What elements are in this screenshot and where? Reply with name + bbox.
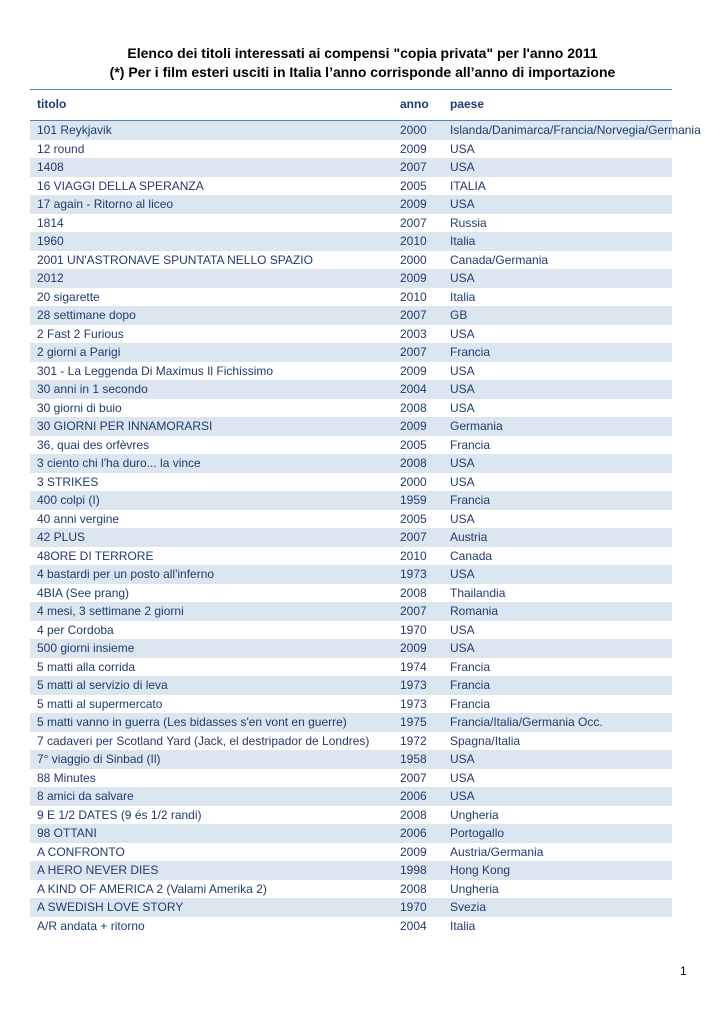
cell-titolo: 101 Reykjavik [37,123,112,137]
table-row [30,769,672,788]
cell-titolo: 98 OTTANI [37,826,97,840]
table-row [30,713,672,732]
cell-paese: USA [450,770,475,785]
table-row [30,584,672,603]
table-row [30,177,672,196]
table-row [30,843,672,862]
cell-anno: 1974 [400,659,427,674]
cell-anno: 1970 [400,622,427,637]
column-header-anno: anno [400,97,429,111]
column-header-titolo: titolo [37,97,67,111]
cell-anno: 1973 [400,696,427,711]
cell-paese: Francia [450,493,491,507]
cell-anno: 2010 [400,234,427,248]
cell-paese: Austria/Germania [450,844,544,859]
cell-titolo: 20 sigarette [37,289,100,304]
table-row [30,676,672,695]
cell-anno: 2007 [400,160,427,174]
table-body [30,121,701,935]
cell-titolo: 40 anni vergine [37,511,120,526]
cell-paese: USA [450,197,475,211]
cell-anno: 1958 [400,752,427,766]
cell-paese: Canada [450,548,493,563]
cell-paese: USA [450,400,475,415]
cell-titolo: 30 anni in 1 secondo [37,382,148,396]
title-line-1: Elenco dei titoli interessati ai compensi "copia privata" per l'anno 2011 [127,45,598,61]
cell-anno: 2008 [400,807,427,822]
cell-anno: 1959 [400,493,427,507]
table-row [30,158,672,177]
cell-anno: 2000 [400,123,427,137]
page-number: 1 [680,964,687,978]
table-row [30,288,672,307]
table-row [30,565,672,584]
cell-anno: 2008 [400,456,427,470]
cell-paese: USA [450,141,475,156]
cell-titolo: 3 STRIKES [37,474,99,489]
cell-paese: USA [450,567,475,581]
table-row [30,547,672,566]
cell-titolo: 500 giorni insieme [37,641,135,655]
cell-paese: USA [450,271,475,285]
table-row [30,251,672,270]
table-row [30,806,672,825]
cell-titolo: 5 matti al servizio di leva [37,678,168,692]
table-row [30,898,672,917]
table-row [30,380,672,399]
table-row [30,528,672,547]
table-row [30,787,672,806]
cell-titolo: 7° viaggio di Sinbad (Il) [37,752,161,766]
document-title [0,44,725,82]
cell-anno: 2007 [400,770,427,785]
cell-titolo: 7 cadaveri per Scotland Yard (Jack, el destripador de Londres) [37,733,370,748]
table-row [30,436,672,455]
cell-paese: USA [450,622,475,637]
cell-paese: USA [450,511,475,526]
table-row [30,861,672,880]
cell-anno: 2009 [400,197,427,211]
cell-titolo: 9 E 1/2 DATES (9 és 1/2 randi) [37,807,202,822]
cell-anno: 2007 [400,308,427,322]
cell-anno: 2009 [400,641,427,655]
cell-paese: Francia [450,678,491,692]
cell-titolo: A SWEDISH LOVE STORY [37,900,184,914]
cell-paese: Francia [450,345,491,359]
cell-paese: Hong Kong [450,863,511,877]
cell-paese: Austria [450,530,488,544]
cell-paese: Portogallo [450,826,505,840]
table-row [30,732,672,751]
cell-anno: 2003 [400,326,427,341]
table-row [30,121,701,140]
table-row [30,510,672,529]
table-row [30,454,672,473]
cell-paese: Francia [450,696,491,711]
table-row [30,695,672,714]
cell-anno: 2008 [400,585,427,600]
table-row [30,658,672,677]
cell-paese: USA [450,363,475,378]
cell-anno: 2010 [400,548,427,563]
cell-anno: 1998 [400,863,427,877]
table-row [30,621,672,640]
cell-titolo: 88 Minutes [37,770,96,785]
cell-paese: USA [450,474,475,489]
cell-anno: 2006 [400,789,427,803]
cell-titolo: 48ORE DI TERRORE [37,548,154,563]
cell-anno: 2007 [400,604,427,618]
cell-titolo: 2 giorni a Parigi [37,345,121,359]
cell-paese: Italia [450,289,476,304]
cell-paese: Francia/Italia/Germania Occ. [450,715,603,729]
cell-anno: 2004 [400,918,427,933]
cell-paese: USA [450,160,475,174]
cell-titolo: 5 matti vanno in guerra (Les bidasses s'en vont en guerre) [37,715,347,729]
table-row [30,362,672,381]
table-row [30,750,672,769]
cell-titolo: 5 matti alla corrida [37,659,136,674]
column-header-paese: paese [450,97,485,111]
cell-anno: 2009 [400,363,427,378]
cell-anno: 2005 [400,178,427,193]
cell-titolo: A HERO NEVER DIES [37,863,159,877]
cell-titolo: 30 GIORNI PER INNAMORARSI [37,419,213,433]
cell-paese: Italia [450,234,476,248]
cell-paese: USA [450,752,475,766]
table-row [30,491,672,510]
cell-titolo: 4 per Cordoba [37,622,114,637]
cell-anno: 2008 [400,400,427,415]
cell-paese: Russia [450,215,487,230]
cell-titolo: 3 ciento chi l'ha duro... la vince [37,456,201,470]
cell-paese: Spagna/Italia [450,733,521,748]
cell-paese: USA [450,789,475,803]
cell-paese: USA [450,382,475,396]
table-row [30,639,672,658]
cell-paese: Italia [450,918,476,933]
cell-titolo: 2 Fast 2 Furious [37,326,124,341]
table-row [30,306,672,325]
cell-titolo: A KIND OF AMERICA 2 (Valami Amerika 2) [37,881,267,896]
cell-paese: Thailandia [450,585,506,600]
table-row [30,824,672,843]
cell-paese: Francia [450,659,491,674]
table-row [30,232,672,251]
cell-anno: 2009 [400,141,427,156]
table-row [30,195,672,214]
cell-anno: 1975 [400,715,427,729]
table-row [30,214,672,233]
cell-anno: 1970 [400,900,427,914]
cell-anno: 2007 [400,345,427,359]
cell-anno: 2004 [400,382,427,396]
cell-anno: 2010 [400,289,427,304]
cell-paese: Canada/Germania [450,252,549,267]
cell-titolo: 4 bastardi per un posto all'inferno [37,567,215,581]
table-row [30,917,672,936]
cell-anno: 2009 [400,419,427,433]
cell-titolo: 28 settimane dopo [37,308,136,322]
table-row [30,269,672,288]
cell-paese: Germania [450,419,503,433]
table-row [30,417,672,436]
cell-anno: 1973 [400,678,427,692]
cell-anno: 2009 [400,271,427,285]
cell-anno: 2009 [400,844,427,859]
cell-titolo: 2012 [37,271,64,285]
cell-paese: Islanda/Danimarca/Francia/Norvegia/Germania [450,123,701,137]
cell-titolo: 42 PLUS [37,530,86,544]
cell-titolo: 1408 [37,160,64,174]
cell-paese: USA [450,326,475,341]
cell-titolo: 301 - La Leggenda Di Maximus Il Fichissimo [37,363,274,378]
table-row [30,325,672,344]
cell-paese: Ungheria [450,807,499,822]
cell-titolo: 36, quai des orfèvres [37,437,150,452]
table-row [30,880,672,899]
cell-anno: 2000 [400,474,427,489]
cell-anno: 1973 [400,567,427,581]
cell-paese: Ungheria [450,881,499,896]
cell-anno: 2006 [400,826,427,840]
cell-anno: 2008 [400,881,427,896]
cell-titolo: A/R andata + ritorno [37,918,145,933]
cell-titolo: 1814 [37,215,64,230]
cell-paese: Francia [450,437,491,452]
cell-titolo: 4BIA (See prang) [37,585,130,600]
cell-titolo: 8 amici da salvare [37,789,134,803]
cell-anno: 2005 [400,437,427,452]
cell-paese: GB [450,308,468,322]
cell-titolo: 17 again - Ritorno al liceo [37,197,174,211]
cell-titolo: 400 colpi (I) [37,493,100,507]
cell-titolo: 2001 UN'ASTRONAVE SPUNTATA NELLO SPAZIO [37,252,313,267]
cell-paese: Svezia [450,900,487,914]
table-row [30,343,672,362]
cell-titolo: A CONFRONTO [37,844,125,859]
cell-anno: 2007 [400,215,427,230]
cell-titolo: 1960 [37,234,64,248]
cell-anno: 2005 [400,511,427,526]
cell-anno: 2007 [400,530,427,544]
title-line-2: (*) Per i film esteri usciti in Italia l’anno corrisponde all’anno di importazione [109,64,616,80]
cell-paese: Romania [450,604,499,618]
cell-titolo: 4 mesi, 3 settimane 2 giorni [37,604,184,618]
table-row [30,399,672,418]
table-header [30,89,672,121]
cell-paese: ITALIA [450,178,486,193]
cell-titolo: 12 round [37,141,85,156]
cell-anno: 2000 [400,252,427,267]
cell-paese: USA [450,641,475,655]
cell-titolo: 5 matti al supermercato [37,696,163,711]
cell-anno: 1972 [400,733,427,748]
cell-paese: USA [450,456,475,470]
table-row [30,140,672,159]
table-row [30,473,672,492]
cell-titolo: 16 VIAGGI DELLA SPERANZA [37,178,204,193]
table-row [30,602,672,621]
cell-titolo: 30 giorni di buio [37,400,122,415]
